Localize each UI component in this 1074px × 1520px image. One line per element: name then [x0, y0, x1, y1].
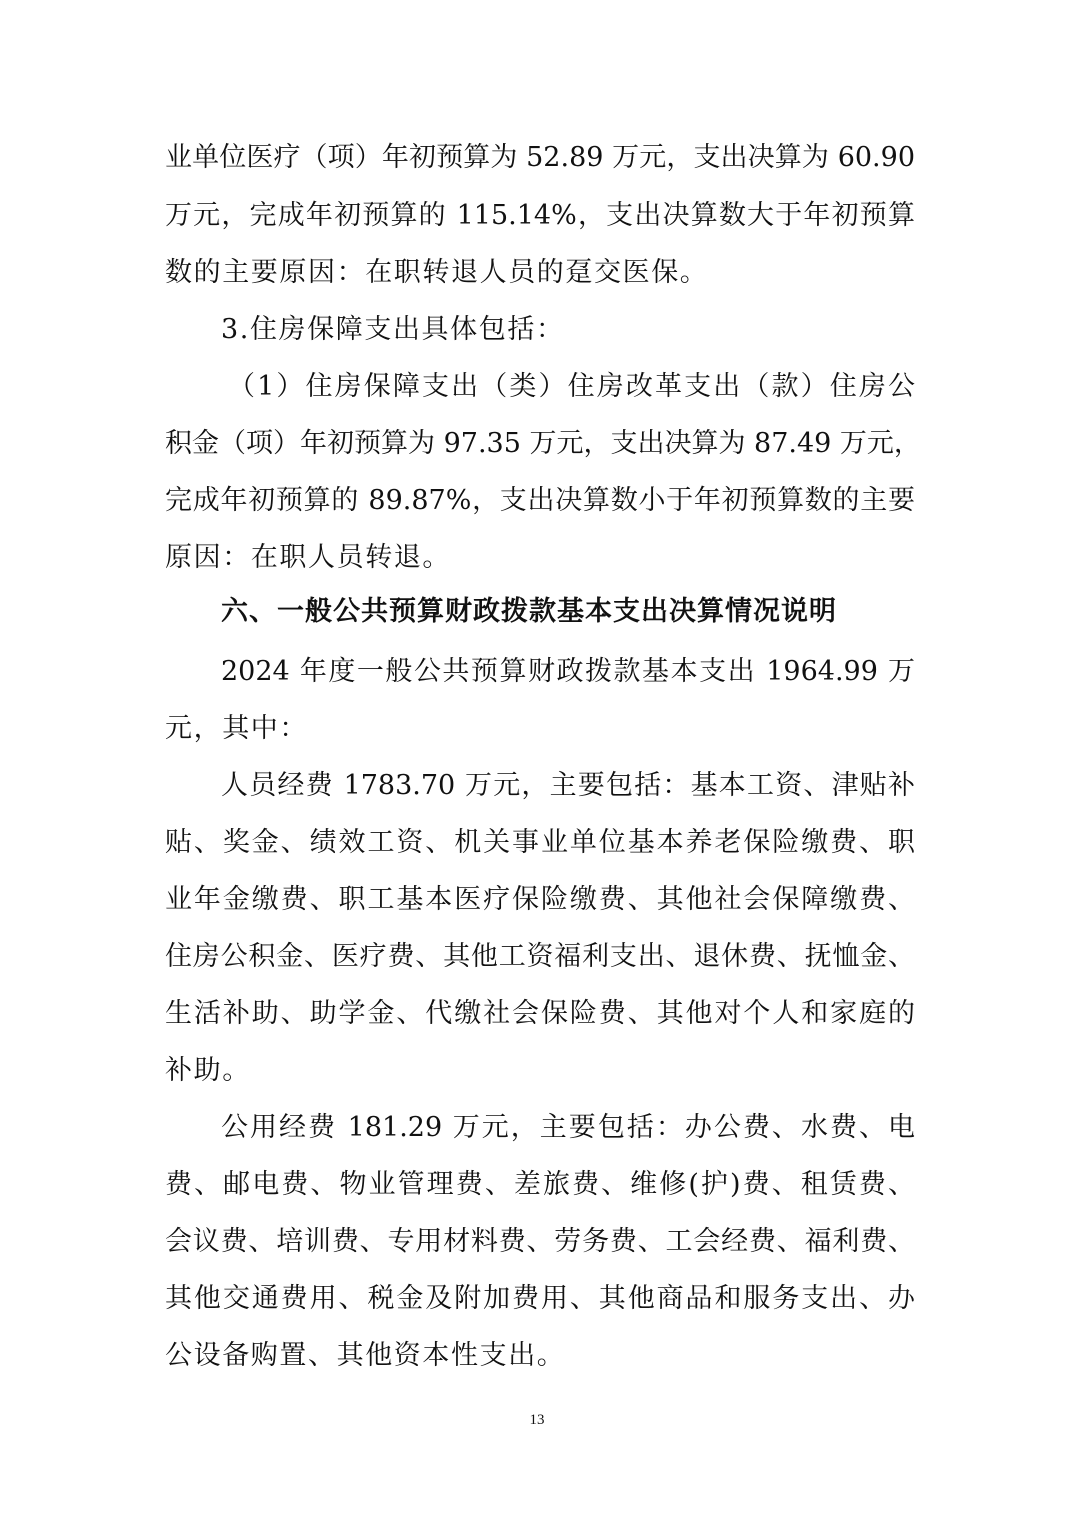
page-number: 13 [529, 1412, 545, 1428]
body-text-line: 原因：在职人员转退。 [165, 542, 451, 573]
body-text-line: 人员经费 1783.70 万元，主要包括：基本工资、津贴补 [221, 770, 915, 801]
body-text-line: 万元，完成年初预算的 115.14%，支出决算数大于年初预算 [165, 200, 915, 231]
body-text-line: 积金（项）年初预算为 97.35 万元，支出决算为 87.49 万元， [165, 428, 921, 459]
body-text-line: 完成年初预算的 89.87%，支出决算数小于年初预算数的主要 [165, 485, 915, 516]
body-text-line: 补助。 [165, 1055, 251, 1086]
body-text-line: 业单位医疗（项）年初预算为 52.89 万元，支出决算为 60.90 [165, 142, 915, 173]
body-text-line: 2024 年度一般公共预算财政拨款基本支出 1964.99 万 [221, 656, 915, 687]
body-text-line: 其他交通费用、税金及附加费用、其他商品和服务支出、办 [165, 1283, 915, 1314]
subsection-heading: 3.住房保障支出具体包括： [221, 314, 565, 345]
section-heading: 六、一般公共预算财政拨款基本支出决算情况说明 [221, 596, 837, 627]
body-text-line: （1）住房保障支出（类）住房改革支出（款）住房公 [228, 371, 915, 402]
body-text-line: 数的主要原因：在职转退人员的趸交医保。 [165, 257, 709, 288]
body-text-line: 费、邮电费、物业管理费、差旅费、维修(护)费、租赁费、 [165, 1169, 915, 1200]
body-text-line: 元，其中： [165, 713, 308, 744]
body-text-line: 贴、奖金、绩效工资、机关事业单位基本养老保险缴费、职 [165, 827, 915, 858]
body-text-line: 业年金缴费、职工基本医疗保险缴费、其他社会保障缴费、 [165, 884, 915, 915]
body-text-line: 住房公积金、医疗费、其他工资福利支出、退休费、抚恤金、 [165, 941, 915, 972]
body-text-line: 公设备购置、其他资本性支出。 [165, 1340, 566, 1371]
body-text-line: 公用经费 181.29 万元，主要包括：办公费、水费、电 [221, 1112, 915, 1143]
body-text-line: 生活补助、助学金、代缴社会保险费、其他对个人和家庭的 [165, 998, 915, 1029]
body-text-line: 会议费、培训费、专用材料费、劳务费、工会经费、福利费、 [165, 1226, 915, 1257]
